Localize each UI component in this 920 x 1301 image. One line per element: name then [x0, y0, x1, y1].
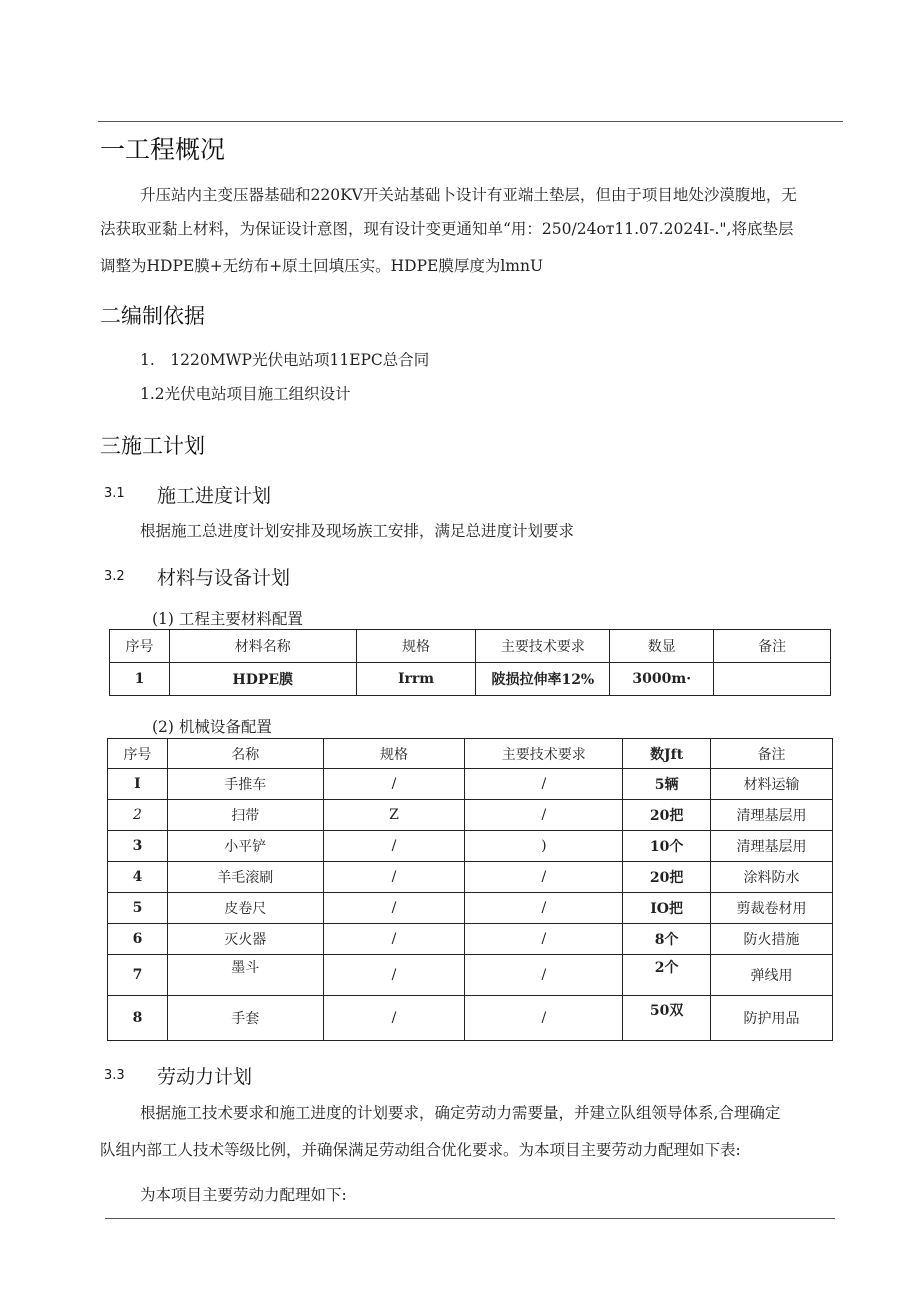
table-cell: 防护用品: [711, 996, 833, 1041]
equipment-table-caption: (2) 机械设备配置: [152, 718, 272, 736]
equipment-table: [107, 738, 833, 1041]
equipment-header-cell: 数Jft: [623, 739, 711, 769]
subsection-number-3-2: 3.2: [104, 569, 125, 584]
equipment-header-cell: 序号: [108, 739, 168, 769]
table-cell: /: [323, 831, 465, 862]
table-cell: 2: [108, 800, 168, 831]
table-cell: 弹线用: [711, 955, 833, 996]
materials-header-cell: 数显: [610, 630, 714, 663]
table-cell: 墨斗: [167, 955, 323, 996]
materials-header-row: [110, 630, 831, 663]
table-cell: 材料运输: [711, 769, 833, 800]
table-cell: 5: [108, 893, 168, 924]
table-cell: 20把: [623, 800, 711, 831]
table-cell: 2个: [623, 955, 711, 996]
basis-item-2: 1.2光伏电站项目施工组织设计: [140, 385, 351, 403]
table-cell: 皮卷尺: [167, 893, 323, 924]
table-row: [108, 955, 833, 996]
table-cell: 8: [108, 996, 168, 1041]
subsection-title-materials: 材料与设备计划: [157, 567, 291, 589]
table-cell: I: [108, 769, 168, 800]
table-cell: 清理基层用: [711, 831, 833, 862]
table-cell: /: [465, 924, 623, 955]
table-cell: /: [465, 893, 623, 924]
equipment-header-cell: 备注: [711, 739, 833, 769]
table-cell: /: [323, 893, 465, 924]
schedule-paragraph: 根据施工总进度计划安排及现场族工安排，满足总进度计划要求: [140, 522, 575, 540]
equipment-header-row: [108, 739, 833, 769]
table-cell: /: [465, 955, 623, 996]
subsection-title-schedule: 施工进度计划: [157, 485, 272, 507]
table-cell: 8个: [623, 924, 711, 955]
subsection-number-3-3: 3.3: [104, 1068, 125, 1083]
table-row: [110, 663, 831, 696]
table-cell: 6: [108, 924, 168, 955]
equipment-header-cell: 规格: [323, 739, 465, 769]
table-cell: 手推车: [167, 769, 323, 800]
equipment-header-cell: 名称: [167, 739, 323, 769]
overview-paragraph-line-3: 调整为HDPE膜+无纺布+原土回填压实。HDPE膜厚度为lmnU: [100, 257, 544, 275]
subsection-title-labor: 劳动力计划: [157, 1066, 253, 1088]
materials-table-caption: (1) 工程主要材料配置: [152, 610, 303, 628]
subsection-number-3-1: 3.1: [104, 486, 125, 501]
table-cell: 清理基层用: [711, 800, 833, 831]
table-cell: 手套: [167, 996, 323, 1041]
table-cell: 3000m·: [610, 663, 714, 696]
table-cell: 涂料防水: [711, 862, 833, 893]
table-cell: Irrm: [356, 663, 476, 696]
table-row: [108, 831, 833, 862]
table-cell: /: [323, 924, 465, 955]
materials-header-cell: 规格: [356, 630, 476, 663]
materials-header-cell: 主要技术要求: [476, 630, 610, 663]
table-row: [108, 924, 833, 955]
labor-paragraph-line-2: 队组内部工人技术等级比例，并确保满足劳动组合优化要求。为本项目主要劳动力配理如下表:: [100, 1141, 741, 1159]
table-cell: /: [465, 800, 623, 831]
table-cell: 陂损拉伸率12%: [476, 663, 610, 696]
table-row: [108, 893, 833, 924]
table-cell: /: [323, 769, 465, 800]
table-cell: /: [465, 862, 623, 893]
table-row: [108, 769, 833, 800]
materials-header-cell: 备注: [714, 630, 831, 663]
section-title-overview: 一工程概况: [100, 135, 226, 164]
table-cell: /: [323, 996, 465, 1041]
table-cell: 10个: [623, 831, 711, 862]
equipment-header-cell: 主要技术要求: [465, 739, 623, 769]
table-cell: 20把: [623, 862, 711, 893]
table-row: [108, 862, 833, 893]
materials-header-cell: 材料名称: [169, 630, 356, 663]
table-cell: 小平铲: [167, 831, 323, 862]
table-cell: IO把: [623, 893, 711, 924]
table-cell: 5辆: [623, 769, 711, 800]
table-cell: 3: [108, 831, 168, 862]
table-cell: 50双: [623, 996, 711, 1041]
section-title-plan: 三施工计划: [100, 434, 205, 458]
bottom-rule: [105, 1218, 835, 1219]
table-cell: ): [465, 831, 623, 862]
table-cell: HDPE膜: [169, 663, 356, 696]
overview-paragraph-line-2: 法获取亚黏上材料，为保证设计意图，现有设计变更通知单“用：250/24oт11.07.2024I-.",将底垫层: [100, 220, 794, 238]
table-cell: 防火措施: [711, 924, 833, 955]
table-cell: [714, 663, 831, 696]
table-row: [108, 800, 833, 831]
table-cell: /: [465, 996, 623, 1041]
table-row: [108, 996, 833, 1041]
materials-header-cell: 序号: [110, 630, 170, 663]
table-cell: 7: [108, 955, 168, 996]
table-cell: Z: [323, 800, 465, 831]
table-cell: 羊毛滚刷: [167, 862, 323, 893]
table-cell: 剪裁卷材用: [711, 893, 833, 924]
basis-item-1: 1. 1220MWP光伏电站项11EPC总合同: [140, 351, 430, 369]
table-cell: /: [323, 862, 465, 893]
table-cell: 扫带: [167, 800, 323, 831]
table-cell: 灭火器: [167, 924, 323, 955]
table-cell: /: [323, 955, 465, 996]
labor-note: 为本项目主要劳动力配理如下:: [140, 1186, 347, 1204]
table-cell: 1: [110, 663, 170, 696]
table-cell: /: [465, 769, 623, 800]
labor-paragraph-line-1: 根据施工技术要求和施工进度的计划要求，确定劳动力需要量，并建立队组领导体系,合理确定: [140, 1104, 781, 1122]
materials-table: [109, 629, 831, 696]
overview-paragraph-line-1: 升压站内主变压器基础和220KV开关站基础卜设计有亚端土垫层，但由于项目地处沙漠腹地，无: [140, 186, 797, 204]
section-title-basis: 二编制依据: [100, 304, 205, 328]
top-rule: [98, 121, 843, 122]
table-cell: 4: [108, 862, 168, 893]
